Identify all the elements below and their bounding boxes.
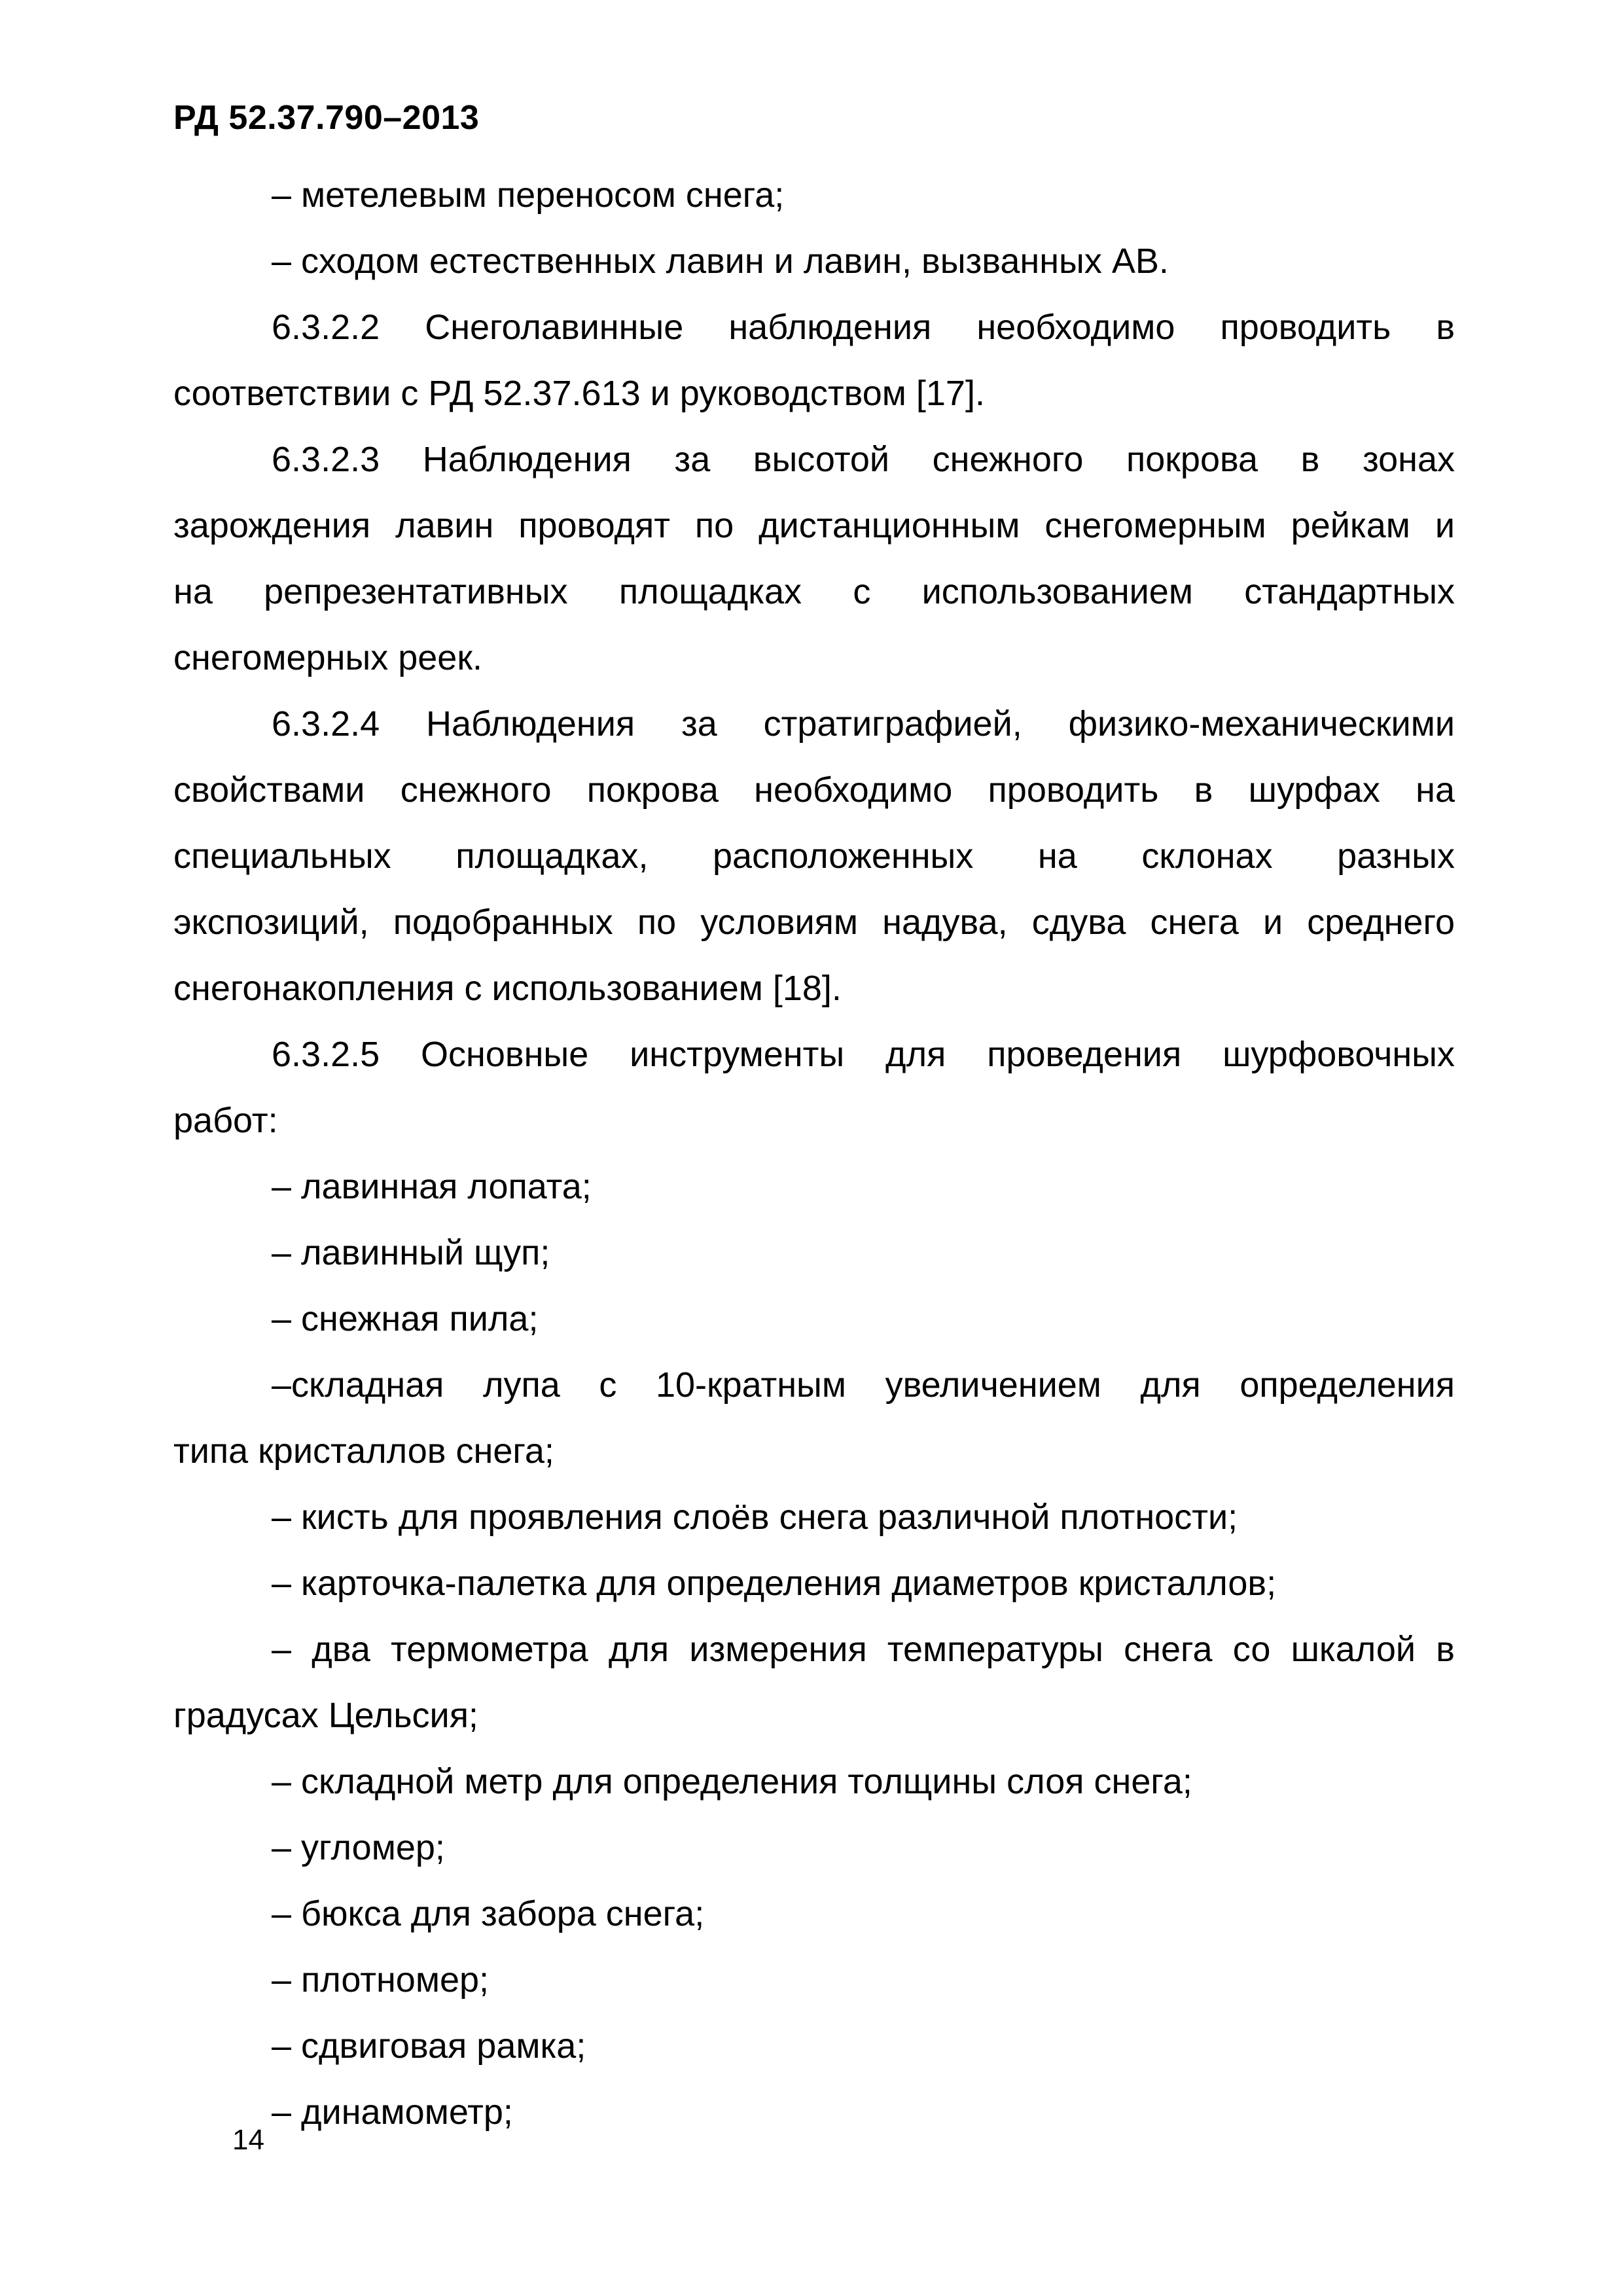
text-line: – сходом естественных лавин и лавин, вызванных АВ. [272, 242, 1169, 281]
text-line: специальных площадках, расположенных на склонах разных [173, 836, 1455, 876]
text-line: соответствии с РД 52.37.613 и руководством [17]. [173, 374, 985, 413]
text-line: снегомерных реек. [173, 638, 482, 677]
text-line: – метелевым переносом снега; [272, 175, 785, 215]
text-line: –складная лупа с 10-кратным увеличением для определения [272, 1365, 1455, 1405]
text-line: 6.3.2.5 Основные инструменты для проведения шурфовочных [272, 1035, 1455, 1074]
text-line: – плотномер; [272, 1960, 490, 2000]
text-line: – складной метр для определения толщины слоя снега; [272, 1762, 1192, 1801]
text-line: – два термометра для измерения температуры снега со шкалой в [272, 1630, 1455, 1669]
text-line: экспозиций, подобранных по условиям надува, сдува снега и среднего [173, 903, 1455, 942]
text-line: – лавинный щуп; [272, 1233, 550, 1272]
body-text [173, 162, 1455, 2145]
text-line: – лавинная лопата; [272, 1167, 592, 1206]
text-line: 6.3.2.4 Наблюдения за стратиграфией, физико-механическими [272, 704, 1455, 744]
text-line: типа кристаллов снега; [173, 1431, 554, 1471]
text-line: – сдвиговая рамка; [272, 2026, 586, 2066]
document-code-header: РД 52.37.790–2013 [173, 99, 480, 137]
text-line: – карточка-палетка для определения диаметров кристаллов; [272, 1564, 1277, 1603]
text-line: работ: [173, 1101, 278, 1140]
text-line: снегонакопления с использованием [18]. [173, 969, 842, 1008]
text-line: – кисть для проявления слоёв снега различной плотности; [272, 1498, 1238, 1537]
text-line: на репрезентативных площадках с использованием стандартных [173, 572, 1455, 611]
text-line: 6.3.2.3 Наблюдения за высотой снежного покрова в зонах [272, 440, 1455, 479]
text-line: 6.3.2.2 Снеголавинные наблюдения необходимо проводить в [272, 308, 1455, 347]
text-line: градусах Цельсия; [173, 1696, 478, 1735]
page-number: 14 [232, 2124, 264, 2156]
text-line: свойствами снежного покрова необходимо проводить в шурфах на [173, 770, 1455, 810]
text-line: – угломер; [272, 1828, 445, 1867]
text-line: – снежная пила; [272, 1299, 539, 1338]
text-line: – бюкса для забора снега; [272, 1894, 705, 1933]
text-line: зарождения лавин проводят по дистанционным снегомерным рейкам и [173, 506, 1455, 545]
text-line: – динамометр; [272, 2092, 513, 2132]
